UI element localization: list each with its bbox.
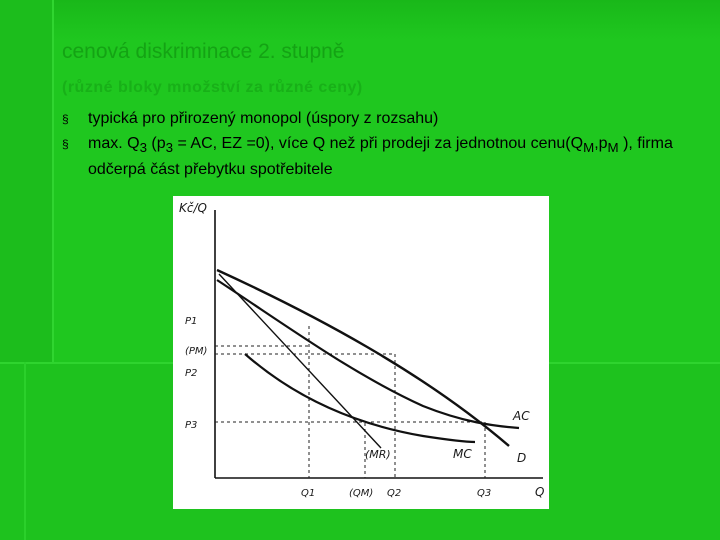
bullet-text-part: ), firma odčerpá část přebytku spotřebitele xyxy=(88,135,673,179)
bullet-marker-icon: § xyxy=(62,112,69,126)
curve-label-d: D xyxy=(517,451,527,465)
background-top xyxy=(0,0,720,40)
bullet-text-part: ,p xyxy=(594,135,608,152)
bullet-text-part: (p xyxy=(146,135,166,152)
quantity-label-q3: Q3 xyxy=(477,488,492,499)
subscript: 3 xyxy=(165,140,174,156)
economics-diagram xyxy=(173,196,549,509)
curve-label-mr: (MR) xyxy=(365,448,391,461)
diagram-svg xyxy=(173,196,549,509)
background-divider-vertical-low xyxy=(24,362,26,540)
slide-title: cenová diskriminace 2. stupně xyxy=(62,40,345,63)
subscript: M xyxy=(583,140,595,156)
bullet-item xyxy=(62,108,702,130)
subscript: 3 xyxy=(139,140,147,156)
x-axis-label: Q xyxy=(535,485,545,499)
bullet-text: typická pro přirozený monopol (úspory z rozsahu) xyxy=(88,110,439,127)
dashed-guides xyxy=(215,326,485,478)
marginal-cost-curve xyxy=(245,354,475,442)
subscript: M xyxy=(607,140,619,156)
bullet-marker-icon: § xyxy=(62,137,69,151)
bullet-list xyxy=(62,108,702,184)
bullet-item xyxy=(62,133,702,181)
bullet-text-part: = AC, EZ =0), více Q než při prodeji za jednotnou cenu(Q xyxy=(173,135,584,152)
price-label-p1: P1 xyxy=(185,316,198,327)
bullet-text xyxy=(88,135,673,178)
quantity-label-q1: Q1 xyxy=(301,488,316,499)
price-label-pm: (PM) xyxy=(185,346,208,357)
price-label-p2: P2 xyxy=(185,368,198,379)
curve-label-mc: MC xyxy=(453,447,472,461)
price-label-p3: P3 xyxy=(185,420,198,431)
curve-label-ac: AC xyxy=(513,409,530,423)
bullet-text-part: max. Q xyxy=(88,135,140,152)
quantity-label-qm: (QM) xyxy=(349,488,374,499)
quantity-label-q2: Q2 xyxy=(387,488,402,499)
y-axis-label: Kč/Q xyxy=(179,201,207,215)
slide-subtitle: (různé bloky množství za různé ceny) xyxy=(62,79,363,96)
